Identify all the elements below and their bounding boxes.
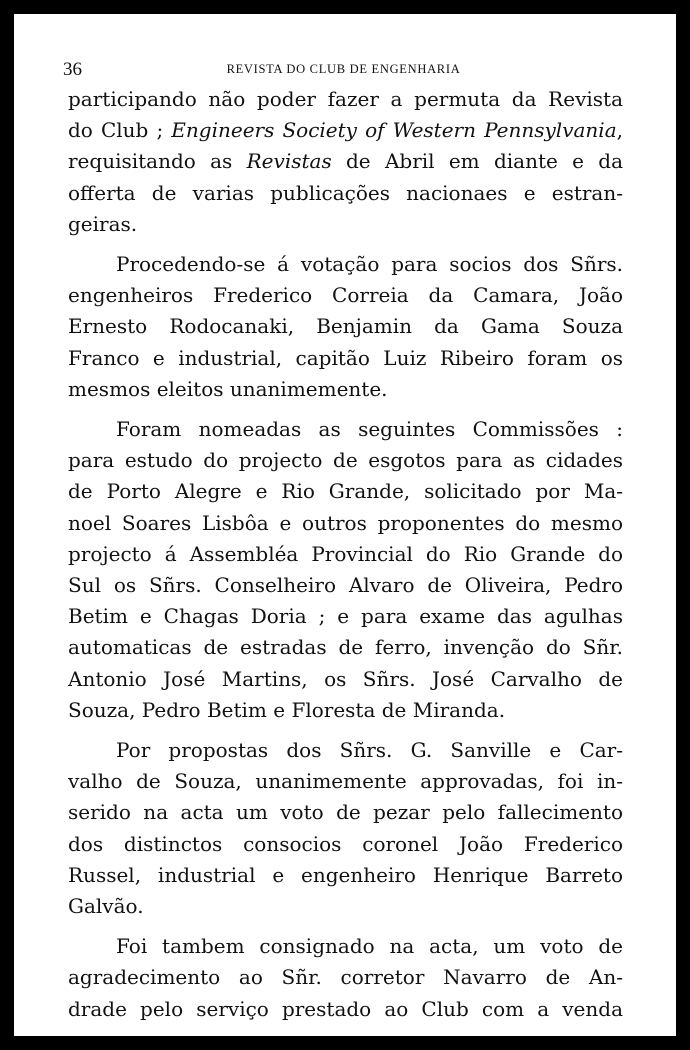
text-line: Souza, Pedro Betim e Floresta de Miranda.: [68, 697, 506, 722]
text-line: Foi tambem consignado na acta, um voto de: [116, 934, 623, 959]
text-line: Galvão.: [68, 894, 144, 919]
page-header: [63, 59, 624, 83]
text-line: offerta de varias publicações nacionaes e estran-: [68, 180, 623, 205]
text-line: participando não poder fazer a permuta da Revista: [68, 87, 623, 111]
text-line: automaticas de estradas de ferro, invenção do Sñr.: [68, 635, 623, 660]
text-line: projecto á Assembléa Provincial do Rio Grande do: [68, 541, 623, 566]
paragraph: [68, 249, 623, 405]
text-line: dos distinctos consocios coronel João Frederico: [68, 831, 623, 856]
text-line: geiras.: [68, 211, 138, 236]
text-line: drade pelo serviço prestado ao Club com a venda: [68, 996, 623, 1021]
text-line: de Porto Alegre e Rio Grande, solicitado por Ma-: [68, 479, 623, 504]
text-line: engenheiros Frederico Correia da Camara, João: [68, 283, 623, 308]
page-number: 36: [63, 59, 82, 80]
page: [14, 14, 676, 1036]
text-line: Russel, industrial e engenheiro Henrique Barreto: [68, 862, 623, 887]
body-text: [68, 84, 623, 1034]
running-title: REVISTA DO CLUB DE ENGENHARIA: [226, 62, 461, 76]
text-line: Procedendo-se á votação para socios dos Sñrs.: [116, 252, 623, 277]
italic-text: Engineers Society of Western Pennsylvania: [171, 118, 617, 143]
paragraph: [68, 735, 623, 922]
text-line: para estudo do projecto de esgotos para as cidades: [68, 448, 623, 473]
paragraph: [68, 84, 623, 240]
text-line: Sul os Sñrs. Conselheiro Alvaro de Oliveira, Pedro: [68, 573, 623, 598]
text-line: Franco e industrial, capitão Luiz Ribeiro foram os: [68, 345, 623, 370]
text-line: Antonio José Martins, os Sñrs. José Carvalho de: [68, 666, 623, 691]
paragraph: [68, 931, 623, 1025]
text-line: Ernesto Rodocanaki, Benjamin da Gama Souza: [68, 314, 623, 339]
text-line: agradecimento ao Sñr. corretor Navarro de An-: [68, 965, 623, 990]
text-line: valho de Souza, unanimemente approvadas, foi in-: [68, 769, 623, 794]
italic-text: Revistas: [246, 149, 332, 174]
text-line: serido na acta um voto de pezar pelo fallecimento: [68, 800, 623, 825]
text-line: Foram nomeadas as seguintes Commissões :: [116, 417, 623, 442]
text-line: do Club ; Engineers Society of Western Pennsylvania,: [68, 118, 623, 143]
text-line: mesmos eleitos unanimemente.: [68, 376, 388, 401]
paragraph: [68, 414, 623, 726]
text-line: noel Soares Lisbôa e outros proponentes do mesmo: [68, 510, 623, 535]
text-line: Por propostas dos Sñrs. G. Sanville e Car-: [116, 738, 623, 763]
text-line: requisitando as Revistas de Abril em diante e da: [68, 149, 623, 174]
text-line: Betim e Chagas Doria ; e para exame das agulhas: [68, 604, 623, 629]
